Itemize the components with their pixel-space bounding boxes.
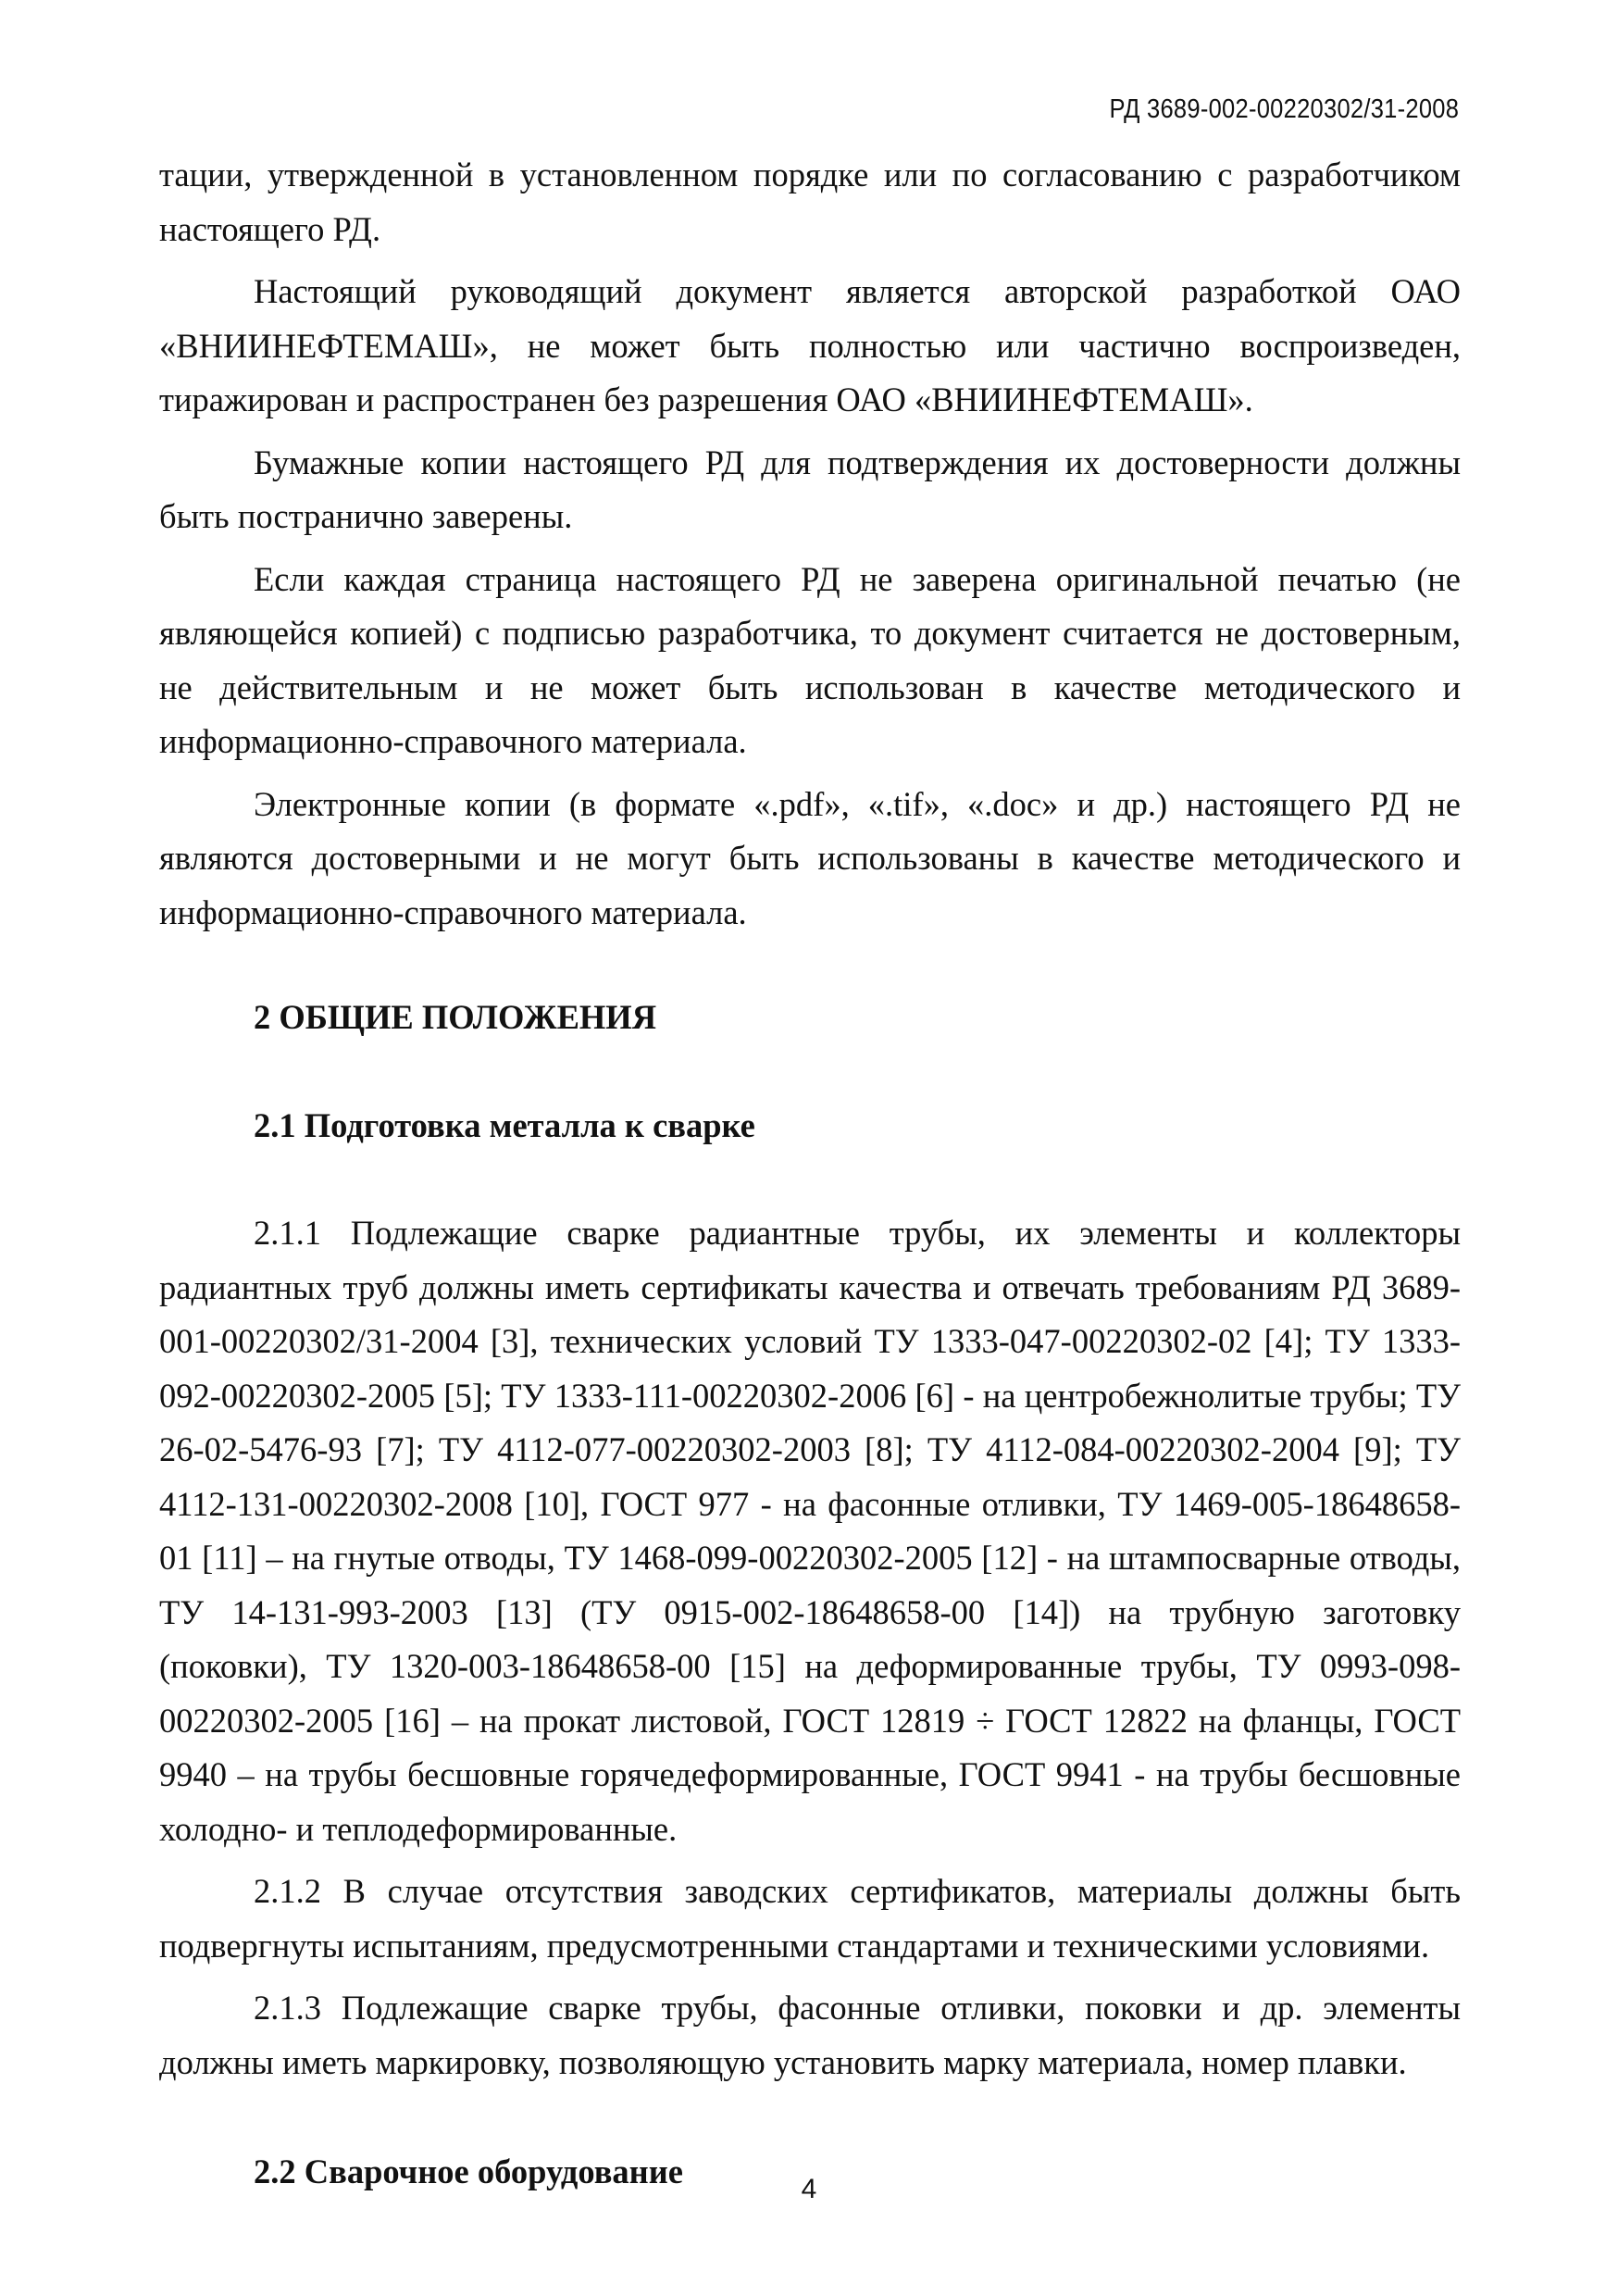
- subsection-heading-metal-preparation: 2.1 Подготовка металла к сварке: [254, 1105, 755, 1144]
- section-heading-general-provisions: 2 ОБЩИЕ ПОЛОЖЕНИЯ: [254, 998, 657, 1036]
- subsection-heading-welding-equipment: 2.2 Сварочное оборудование: [254, 2152, 683, 2190]
- clause-2-1-3: 2.1.3 Подлежащие сварке трубы, фасонные отливки, поковки и др. элементы должны иметь маркировку, позволяющую установить марку материала, номер плавки.: [159, 1989, 1461, 2081]
- paragraph-authorship: Настоящий руководящий документ является авторской разработкой ОАО «ВНИИНЕФТЕМАШ», не может быть полностью или частично воспроизведен, тиражирован и распространен без разрешения ОАО «ВНИИНЕФТЕМАШ».: [159, 272, 1461, 418]
- paragraph-electronic-copies: Электронные копии (в формате «.pdf», «.tif», «.doc» и др.) настоящего РД не являются достоверными и не могут быть использованы в качестве методического и информационно-справочного материала.: [159, 784, 1461, 931]
- document-body: [159, 148, 1461, 2200]
- clause-2-1-1: 2.1.1 Подлежащие сварке радиантные трубы, их элементы и коллекторы радиантных труб должны иметь сертификаты качества и отвечать требованиям РД 3689-001-00220302/31-2004 [3], технических условий ТУ 1333-047-00220302-02 [4]; ТУ 1333-092-00220302-2005 [5]; ТУ 1333-111-00220302-2006 [6] - на центробежнолитые трубы; ТУ 26-02-5476-93 [7]; ТУ 4112-077-00220302-2003 [8]; ТУ 4112-084-00220302-2004 [9]; ТУ 4112-131-00220302-2008 [10], ГОСТ 977 - на фасонные отливки, ТУ 1469-005-18648658-01 [11] – на гнутые отводы, ТУ 1468-099-00220302-2005 [12] - на штампосварные отводы, ТУ 14-131-993-2003 [13] (ТУ 0915-002-18648658-00 [14]) на трубную заготовку (поковки), ТУ 1320-003-18648658-00 [15] на деформированные трубы, ТУ 0993-098-00220302-2005 [16] – на прокат листовой, ГОСТ 12819 ÷ ГОСТ 12822 на фланцы, ГОСТ 9940 – на трубы бесшовные горячедеформированные, ГОСТ 9941 - на трубы бесшовные холодно- и теплодеформированные.: [159, 1214, 1461, 1848]
- document-code-header: РД 3689-002-00220302/31-2008: [1109, 94, 1459, 124]
- paragraph-certification: Если каждая страница настоящего РД не заверена оригинальной печатью (не являющейся копией) с подписью разработчика, то документ считается не достоверным, не действительным и не может быть использован в качестве методического и информационно-справочного материала.: [159, 559, 1461, 760]
- paragraph-paper-copies: Бумажные копии настоящего РД для подтверждения их достоверности должны быть постранично заверены.: [159, 443, 1461, 535]
- clause-2-1-2: 2.1.2 В случае отсутствия заводских сертификатов, материалы должны быть подвергнуты испытаниям, предусмотренными стандартами и техническими условиями.: [159, 1872, 1461, 1965]
- paragraph-continuation: тации, утвержденной в установленном порядке или по согласованию с разработчиком настоящего РД.: [159, 156, 1461, 248]
- page-number: 4: [801, 2174, 817, 2204]
